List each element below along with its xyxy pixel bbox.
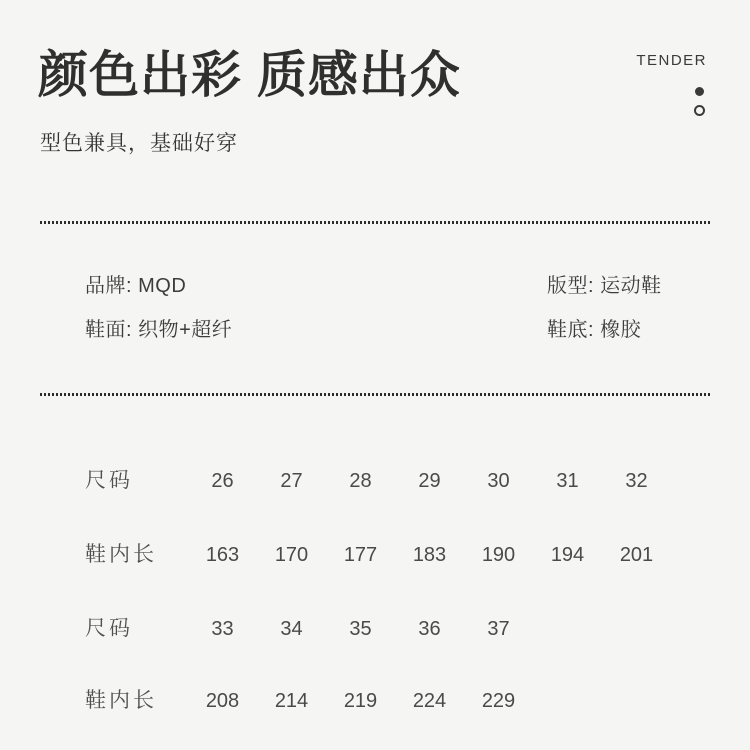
- size-table-cell: 208: [205, 690, 240, 712]
- size-table-cell: 30: [487, 470, 510, 492]
- filled-dot-icon: [695, 87, 704, 96]
- size-table-cell: 201: [619, 544, 654, 566]
- size-table-cell: 27: [280, 470, 303, 492]
- brand-mark-text: TENDER: [636, 52, 707, 69]
- brand-mark: [636, 52, 707, 116]
- size-table-cell: 31: [556, 470, 579, 492]
- info-item-sole: 鞋底: 橡胶: [547, 319, 642, 341]
- size-table-cell: 32: [625, 470, 648, 492]
- size-table-cell: 190: [481, 544, 516, 566]
- size-table-cell: 36: [418, 618, 441, 640]
- size-table-cell: 177: [343, 544, 378, 566]
- size-table-cell: 33: [211, 618, 234, 640]
- size-table-row-label: 尺码: [85, 469, 133, 492]
- size-table-cell: 29: [418, 470, 441, 492]
- size-table-row-label: 鞋内长: [85, 543, 157, 566]
- info-item-brand: 品牌: MQD: [85, 275, 187, 297]
- size-table-row-sizes-1: [0, 470, 750, 492]
- size-table-cell: 183: [412, 544, 447, 566]
- size-table-cell: 26: [211, 470, 234, 492]
- size-table-row-lengths-2: [0, 690, 750, 712]
- size-table-cell: 170: [274, 544, 309, 566]
- size-table-cell: 35: [349, 618, 372, 640]
- size-table-cell: 214: [274, 690, 309, 712]
- size-table-cell: 219: [343, 690, 378, 712]
- size-table-cell: 28: [349, 470, 372, 492]
- dotted-divider-bottom: [40, 393, 710, 396]
- size-table-cell: 224: [412, 690, 447, 712]
- product-info: [0, 276, 750, 340]
- size-table-row-lengths-1: [0, 544, 750, 566]
- size-table-cell: 37: [487, 618, 510, 640]
- size-table-cell: 229: [481, 690, 516, 712]
- size-table-row-sizes-2: [0, 618, 750, 640]
- info-item-upper: 鞋面: 织物+超纤: [85, 319, 233, 341]
- dotted-divider-top: [40, 221, 710, 224]
- size-table-row-label: 鞋内长: [85, 689, 157, 712]
- size-table-row-label: 尺码: [85, 617, 133, 640]
- info-item-style: 版型: 运动鞋: [547, 275, 662, 297]
- page-title: 颜色出彩 质感出众: [38, 47, 461, 103]
- hollow-dot-icon: [694, 105, 705, 116]
- size-table-cell: 163: [205, 544, 240, 566]
- size-table-cell: 34: [280, 618, 303, 640]
- size-table-cell: 194: [550, 544, 585, 566]
- page-subtitle: 型色兼具，基础好穿: [40, 132, 238, 155]
